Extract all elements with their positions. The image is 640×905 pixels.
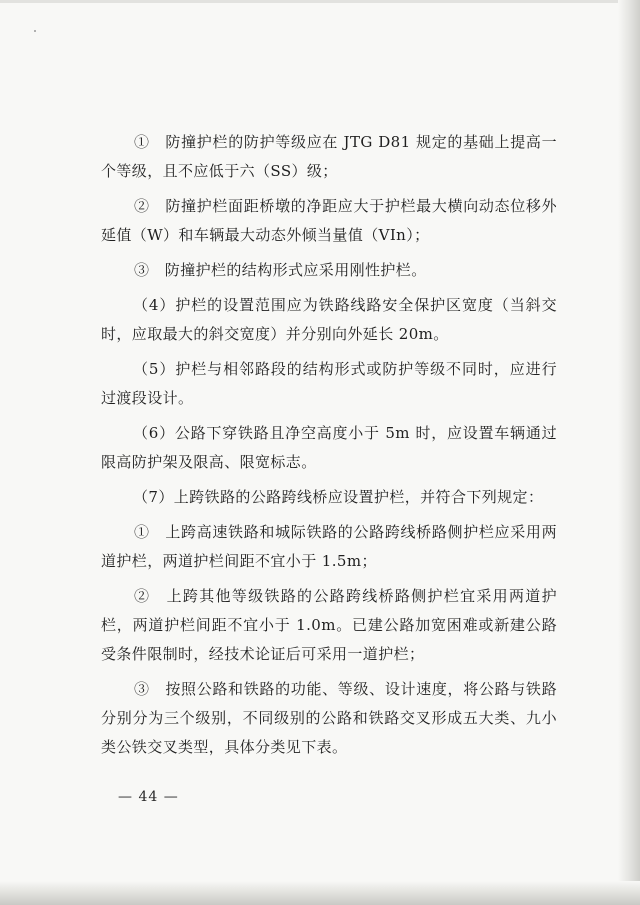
page-right-edge-shadow	[618, 0, 640, 905]
paragraph-1: ① 防撞护栏的防护等级应在 JTG D81 规定的基础上提高一个等级，且不应低于六（SS）级；	[101, 133, 557, 180]
body-text	[101, 128, 557, 768]
page-top-edge	[0, 0, 640, 3]
paragraph-5: （5）护栏与相邻路段的结构形式或防护等级不同时，应进行过渡段设计。	[101, 360, 557, 407]
paragraph-2: ② 防撞护栏面距桥墩的净距应大于护栏最大横向动态位移外延值（W）和车辆最大动态外倾当量值（VIn）；	[101, 197, 557, 244]
page-number: — 44 —	[118, 789, 179, 805]
paragraph-6: （6）公路下穿铁路且净空高度小于 5m 时，应设置车辆通过限高防护架及限高、限宽标志。	[101, 424, 557, 471]
paragraph-8: ① 上跨高速铁路和城际铁路的公路跨线桥路侧护栏应采用两道护栏，两道护栏间距不宜小于 1.5m；	[101, 523, 557, 570]
paragraph-9: ② 上跨其他等级铁路的公路跨线桥路侧护栏宜采用两道护栏，两道护栏间距不宜小于 1.0m。已建公路加宽困难或新建公路受条件限制时，经技术论证后可采用一道护栏；	[101, 587, 557, 663]
paragraph-3: ③ 防撞护栏的结构形式应采用刚性护栏。	[134, 261, 427, 279]
paragraph-7: （7）上跨铁路的公路跨线桥应设置护栏，并符合下列规定：	[133, 488, 544, 506]
scan-speck	[34, 30, 36, 32]
page-bottom-edge-shadow	[0, 881, 640, 905]
paragraph-10: ③ 按照公路和铁路的功能、等级、设计速度，将公路与铁路分别分为三个级别，不同级别的公路和铁路交叉形成五大类、九小类公铁交叉类型，具体分类见下表。	[101, 680, 557, 756]
paragraph-4: （4）护栏的设置范围应为铁路线路安全保护区宽度（当斜交时，应取最大的斜交宽度）并分别向外延长 20m。	[101, 296, 557, 343]
